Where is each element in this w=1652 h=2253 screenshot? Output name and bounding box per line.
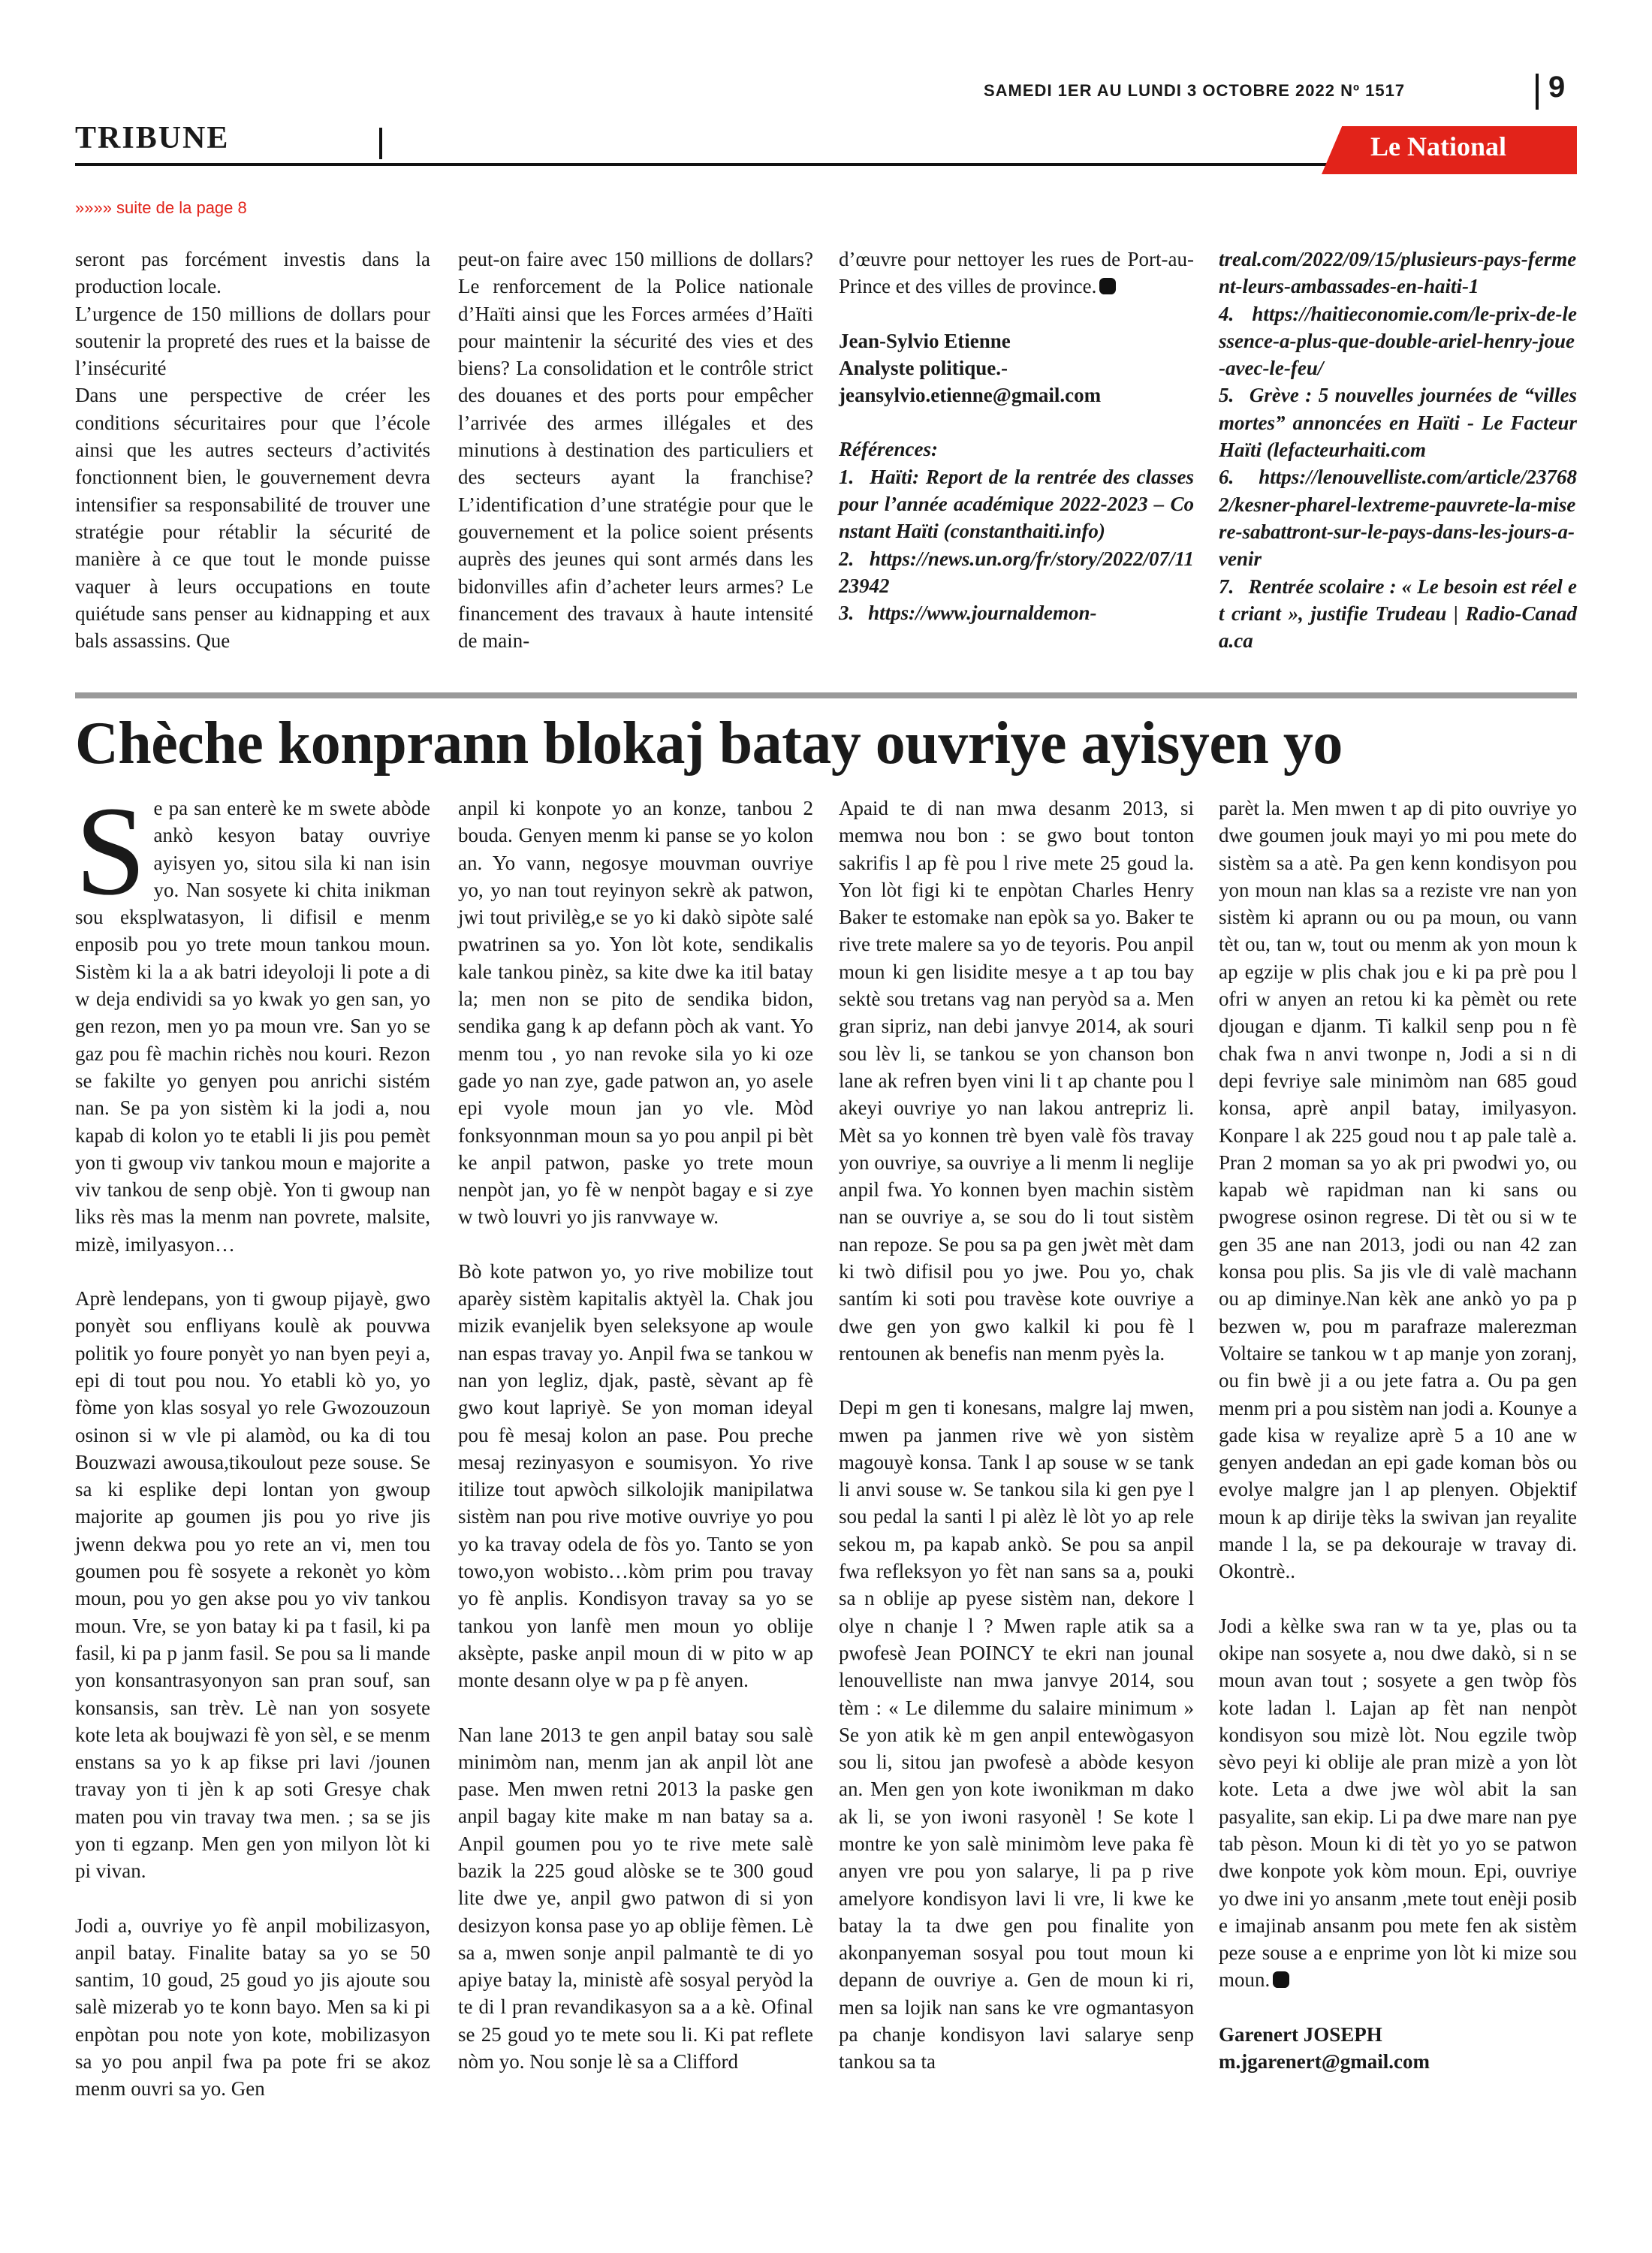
reference-item: 1. Haïti: Report de la rentrée des classes pour l’année académique 2022-2023 – Constant Haïti (constanthaiti.info) <box>839 465 1195 543</box>
paragraph: Jodi a kèlke swa ran w ta ye, plas ou ta okipe nan sosyete a, nou dwe dakò, si n se moun avan tout ; sosyete a gen twòp fòs kote ladan l. Lajan ap fèt nan nenpòt kondisyon sou mizè lòt. Nou egzile twòp sèvo peyi ki oblije ale pran mizè a yon lòt kote. Leta a dwe jwe wòl abit la san pasyalite, san ekip. Li pa dwe mare nan pye tab pèson. Moun ki di tèt yo yo se patwon dwe konpote yok kòm moun. Epi, ouvriye yo dwe ini yo ansanm ,mete tout enèji posib e imajinab ansanm pou mete fen ak sistèm peze souse a e enprime yon lòt ki mize sou moun. <box>1219 1614 1577 1992</box>
reference-item-continuation: treal.com/2022/09/15/plusieurs-pays-ferment-leurs-ambassades-en-haiti-1 <box>1219 248 1577 298</box>
top-article-column-2 <box>458 246 813 654</box>
paragraph: Se pa san enterè ke m swete abòde ankò kesyon batay ouvriye ayisyen yo, sitou sila ki nan isin yo. Nan sosyete ki chita inikman sou eksplwatasyon, li difisil e menm enposib pou yo trete moun tankou moun. Sistèm ki la a ak batri ideyoloji li pote a di w deja endividi sa yo kwak yo gen san, yo gen rezon, men yo pa moun vre. San yo se gaz pou fè machin richès nou kouri. Rezon se fakilte yo genyen pou anrichi sistém nan. Se pa yon sistèm ki la jodi a, nou kapab di kolon yo te etabli li jis pou pemèt yon ti gwoup viv tankou moun e majorite a viv tankou de senp objè. Yon ti gwoup nan liks rès mas la menm nan povrete, malsite, mizè, imilyasyon… <box>75 780 430 1256</box>
reference-item: 5. Grève : 5 nouvelles journées de “villes mortes” annoncées en Haïti - Le Facteur Haïti (lefacteurhaiti.com <box>1219 384 1577 462</box>
author-name: Garenert JOSEPH <box>1219 2022 1382 2046</box>
paragraph: peut-on faire avec 150 millions de dollars? Le renforcement de la Police nationale d’Haïti ainsi que les Forces armées d’Haïti pour maintenir la sécurité des vies et des biens? La consolidation et le contrôle strict des douanes et des ports pour empêcher l’arrivée des armes illégales et des minutions à destination des particuliers et des secteurs ayant la franchise? L’identification d’une stratégie pour que le gouvernement et la police soient présents auprès des jeunes qui sont armés dans les bidonvilles afin d’acheter leurs armes? Le financement des travaux à haute intensité de main- <box>458 248 813 653</box>
paragraph: Nan lane 2013 te gen anpil batay sou salè minimòm nan, menm jan ak anpil lòt ane pase. Men mwen retni 2013 la paske gen anpil bagay kite make m nan batay sa a. Anpil goumen pou yo te rive mete salè bazik la 225 goud alòske se te 300 goud lite dwe ye, anpil gwo patwon di si yon desizyon konsa pase yo ap oblije fèmen. Lè sa a, mwen sonje anpil palmantè te di yo apiye batay la, ministè afè sosyal peryòd la te di l pran revandikasyon sa a a kè. Ofinal se 25 goud yo te mete sou li. Ki pat reflete nòm yo. Nou sonje lè sa a Clifford <box>458 1723 813 2074</box>
paragraph: Aprè lendepans, yon ti gwoup pijayè, gwo ponyèt sou enfliyans koulè ak pouvwa politik yo foure ponyèt yo nan byen peyi a, epi di tout pou nou. Yo etabli kò yo, yo fòme yon klas sosyal yo rele Gwozouzoun osinon si w vle pi alamòd, ou ka di tou Bouzwazi awousa,tikoulout peze souse. Se sa ki esplike depi lontan yon gwoup majorite ap goumen jis pou yo rive jis jwenn dekwa pou yo rete an vi, men tou goumen pou fè sosyete a rekonèt yo kòm moun, pou yo gen akse pou yo viv tankou moun. Vre, se yon batay ki pa t fasil, ki pa fasil, ki pa p janm fasil. Se pou sa li mande yon konsantrasyonyon san pran souf, san konsansis, san trèv. Lè nan yon sosyete kote leta ak boujwazi fè yon sèl, e se menm enstans sa yo k ap fikse pri lavi /jounen travay yon ti jèn k ap soti Gresye chak maten pou vin travay twa men. ; sa se jis yon ti egzanp. Men gen yon milyon lòt ki pi vivan. <box>75 1287 430 1883</box>
main-article-column-4 <box>1219 795 1577 2075</box>
main-article-column-2 <box>458 795 813 2075</box>
article-headline: Chèche konprann blokaj batay ouvriye ayisyen yo <box>75 710 1343 777</box>
top-article-column-3 <box>839 246 1194 626</box>
page-number-divider <box>1536 74 1539 110</box>
main-article-column-1 <box>75 780 430 2103</box>
end-mark-icon <box>1273 1971 1289 1988</box>
reference-item: 6. https://lenouvelliste.com/article/237682/kesner-pharel-lextreme-pauvrete-la-misere-sabattront-sur-le-pays-dans-les-jours-a-venir <box>1219 466 1577 571</box>
main-article-column-3 <box>839 795 1194 2076</box>
end-mark-icon <box>1099 278 1116 294</box>
author-role: Analyste politique.- <box>839 356 1008 379</box>
paragraph: Dans une perspective de créer les conditions sécuritaires pour que l’école ainsi que les autres secteurs d’activités fonctionnent bien, le gouvernement devra intensifier sa responsabilité de trouver une stratégie pour rétablir la sécurité de manière à ce que tout le monde puisse vaquer à leurs occupations en toute quiétude sans penser au kidnapping et aux bals assassins. Que <box>75 384 430 653</box>
reference-item: 2. https://news.un.org/fr/story/2022/07/1123942 <box>839 547 1194 597</box>
reference-item: 7. Rentrée scolaire : « Le besoin est réel et criant », justifie Trudeau | Radio-Canada.ca <box>1219 575 1577 653</box>
section-divider <box>379 128 382 159</box>
paragraph: Depi m gen ti konesans, malgre laj mwen, mwen pa janmen rive wè yon sistèm magouyè konsa. Tank l ap souse w se tank li anvi souse w. Se tankou sila ki gen pye l sou pedal la santi l pi alèz lè lòt yo ap rele sekou m, pa kapab ankò. Se pou sa anpil fwa refleksyon yo fèt nan sans sa a, pouki sa n oblije ap pyese sistèm nan, dekore l olye n chanje l ? Mwen raple atik sa a pwofesè Jean POINCY te ekri nan jounal lenouvelliste nan mwa janvye 2014, sou tèm : « Le dilemme du salaire minimum » Se yon atik kè m gen anpil entewògasyon sou li, sitou jan pwofesè a abòde kesyon an. Men gen yon kote iwonikman m dako ak li, se yon iwoni rasyonèl ! Se kote l montre ke yon salè minimòm leve paka fè anyen vre pou yon salarye, li pa p rive amelyore kondisyon lavi li vre, li kwe ke batay la ta dwe gen pou finalite yon akonpanyeman sosyal pou tout moun ki depann de ouvriye a. Gen de moun ki ri, men sa lojik nan sans ke vre ogmantasyon pa chanje kondisyon lavi salarye senp tankou sa ta <box>839 1396 1194 2074</box>
article-separator <box>75 692 1577 698</box>
page-number: 9 <box>1548 71 1566 104</box>
reference-item: 4. https://haitieconomie.com/le-prix-de-lessence-a-plus-que-double-ariel-henry-joue-avec-le-feu/ <box>1219 302 1577 380</box>
paragraph: anpil ki konpote yo an konze, tanbou 2 bouda. Genyen menm ki panse se yo kolon an. Yo vann, negosye mouvman ouvriye yo, yo nan tout reyinyon sekrè ak patwon, jwi tout privilèg,e se yo ki dakò sipòte salé pwatrinen sa yo. Yon lòt kote, sendikalis kale tankou pinèz, sa kite dwe ka itil batay la; men non se pito de sendika bidon, sendika gang k ap defann pòch ak vant. Yo menm tou , yo nan revoke sila yo ki oze gade yo nan zye, gade patwon an, yo asele epi vyole moun jan yo vle. Mòd fonksyonnman moun sa yo pou anpil pi bèt ke anpil patwon, paske yo trete moun nenpòt jan, yo fè w nenpòt bagay e si zye w twò louvri yo jis ranvwaye w. <box>458 797 813 1229</box>
brand-name: Le National <box>1370 131 1507 161</box>
section-title: TRIBUNE <box>75 121 230 155</box>
references-label: Références: <box>839 438 938 461</box>
issue-date: SAMEDI 1ER AU LUNDI 3 OCTOBRE 2022 Nº 1517 <box>984 81 1406 100</box>
author-email: jeansylvio.etienne@gmail.com <box>839 384 1102 407</box>
author-name: Jean-Sylvio Etienne <box>839 329 1011 352</box>
paragraph: parèt la. Men mwen t ap di pito ouvriye yo dwe goumen jouk mayi yo mi pou mete do sistèm sa a atè. Pa gen kenn kondisyon pou yon moun nan klas sa a reziste vre nan yon sistèm ki aprann ou ou pa moun, ou vann tèt ou, tan w, tout ou menm ak yon moun k ap egzije w plis chak jou e ki pa prè pou l ofri w anyen an retou ki ka pèmèt ou rete djougan e djanm. Ti kalkil senp pou n fè chak fwa n anvi twonpe n, Jodi a si n di depi fevriye sale minimòm nan 685 goud konsa, aprè anpil batay, imilyasyon. Konpare l ak 225 goud nou t ap pale talè a. Pran 2 moman sa yo ak pri pwodwi yo, ou kapab wè rapidman nan ki sans ou pwogrese osinon regrese. Di tèt ou si w te gen 35 ane nan 2013, jodi ou nan 42 zan konsa pou plis. Sa jis vle di valè machann ou ap diminye.Nan kèk ane ankò yo pa p bezwen w, pou m parafraze malerezman Voltaire se tankou w t ap manje yon zoranj, ou fin bwè ji a ou jete fatra a. Ou pa gen menm pri a pou sistèm nan jodi a. Kounye a gade kisa w reyalize aprè 5 a 10 ane w genyen andedan an epi gade koman bòs ou evolye malgre jan l ap plenyen. Objektif moun k ap dirije tèks la swivan jan reyalite mande l la, se pa dekouraje w travay di. Okontrè.. <box>1219 797 1577 1583</box>
subheading: L’urgence de 150 millions de dollars pour soutenir la propreté des rues et la baisse de l’insécurité <box>75 302 430 380</box>
paragraph: Jodi a, ouvriye yo fè anpil mobilizasyon, anpil batay. Finalite batay sa yo se 50 santim, 10 goud, 25 goud yo jis ajoute sou salè mizerab yo te konn bayo. Men sa ki pi enpòtan pou note yon kote, mobilizasyon sa yo pou anpil fwa pa pote fri se akoz menm ouvri sa yo. Gen <box>75 1914 430 2101</box>
author-email: m.jgarenert@gmail.com <box>1219 2050 1430 2074</box>
references-list-part-1 <box>839 463 1194 626</box>
top-article-column-4 <box>1219 246 1577 654</box>
top-article-column-1 <box>75 246 430 654</box>
drop-cap: S <box>75 780 146 921</box>
continued-from-label: »»»» suite de la page 8 <box>75 198 247 217</box>
paragraph: seront pas forcément investis dans la production locale. <box>75 248 430 298</box>
paragraph: Apaid te di nan mwa desanm 2013, si memwa nou bon : se gwo bout tonton sakrifis l ap fè pou l rive mete 25 goud la. Yon lòt figi ki te enpòtan Charles Henry Baker te estomake nan epòk sa yo. Baker te rive trete malere sa yo de teyoris. Pou anpil moun ki gen lisidite mesye a t ap tou bay sektè sou tretans vag nan peryòd sa a. Men gran sipriz, nan debi janvye 2014, ak souri sou lèv li, se tankou se yon chanson bon lane ak refren byen vini li t ap chante pou l akeyi ouvriye yo nan lakou antrepriz li. Mèt sa yo konnen trè byen valè fòs travay yon ouvriye, sa ouvriye a li menm li neglije anpil fwa. Yo konnen byen machin sistèm nan se ouvriye a, se sou do li tout sistèm nan repoze. Se pou sa pa gen jwèt mèt dam ki twò difisil pou yo jwe. Pou yo, chak santím ki soti pou travèse kote ouvriye a dwe gen yon gwo kalkil ki pou fè l rentounen ak benefis nan menm pyès la. <box>839 797 1194 1365</box>
paragraph: d’œuvre pour nettoyer les rues de Port-au-Prince et des villes de province. <box>839 248 1194 298</box>
paragraph: Bò kote patwon yo, yo rive mobilize tout aparèy sistèm kapitalis aktyèl la. Chak jou mizik evanjelik byen seleksyone ap woule nan espas travay yo. Anpil fwa se tankou w nan yon legliz, djak, pastè, sèvant ap fè gwo kout lapriyè. Se yon moman ideyal pou fè mesaj kolon an pase. Pou preche mesaj rezinyasyon e soumisyon. Yo rive itilize tout apwòch silkolojik manipilatwa sistèm nan pou rive motive ouvriye yo pou yo ka travay odela de fòs yo. Tanto se yon towo,yon wobisto…kòm prim pou travay yo fè anplis. Kondisyon travay sa yo se tankou yon lanfè men moun yo oblije aksèpte, paske anpil moun di w pito w ap monte desann olye w pa p fè anyen. <box>458 1259 813 1692</box>
reference-item: 3. https://www.journaldemon- <box>839 602 1097 625</box>
